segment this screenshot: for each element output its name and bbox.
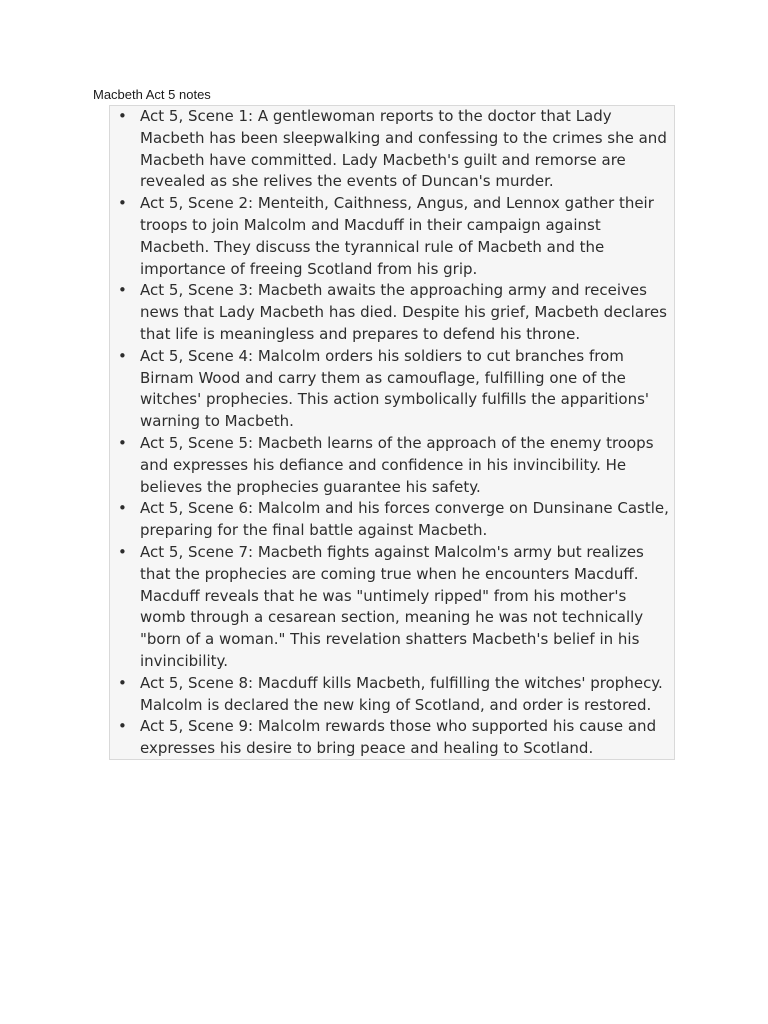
list-item-scene-5 <box>110 433 675 498</box>
note-line: believes the prophecies guarantee his safety. <box>140 477 481 496</box>
note-line: Macbeth have committed. Lady Macbeth's guilt and remorse are <box>140 150 626 169</box>
note-text <box>140 542 675 673</box>
note-line: Macbeth has been sleepwalking and confessing to the crimes she and <box>140 128 667 147</box>
bullet-icon: • <box>118 433 127 452</box>
notes-box <box>109 105 675 760</box>
note-line: Act 5, Scene 3: Macbeth awaits the approaching army and receives <box>140 281 647 300</box>
note-text <box>140 433 675 498</box>
note-line: Act 5, Scene 9: Malcolm rewards those who supported his cause and <box>140 717 657 736</box>
list-item-scene-6 <box>110 498 675 542</box>
note-text <box>140 193 675 280</box>
note-text <box>140 673 675 717</box>
bullet-icon: • <box>118 107 127 125</box>
bullet-icon: • <box>118 281 127 300</box>
bullet-icon: • <box>118 542 127 561</box>
note-line: Act 5, Scene 6: Malcolm and his forces converge on Dunsinane Castle, <box>140 499 669 518</box>
note-line: Macduff reveals that he was "untimely ripped" from his mother's <box>140 586 627 605</box>
note-line: revealed as she relives the events of Duncan's murder. <box>140 172 554 191</box>
bullet-icon: • <box>118 717 127 736</box>
note-line: Birnam Wood and carry them as camouflage, fulfilling one of the <box>140 368 626 387</box>
note-line: troops to join Malcolm and Macduff in their campaign against <box>140 215 601 234</box>
list-item-scene-9 <box>110 716 675 760</box>
note-line: Act 5, Scene 2: Menteith, Caithness, Angus, and Lennox gather their <box>140 194 654 213</box>
note-line: news that Lady Macbeth has died. Despite his grief, Macbeth declares <box>140 303 667 322</box>
note-line: witches' prophecies. This action symbolically fulfills the apparitions' <box>140 390 650 409</box>
document-title: Macbeth Act 5 notes <box>93 87 211 102</box>
note-line: Act 5, Scene 1: A gentlewoman reports to the doctor that Lady <box>140 107 612 125</box>
note-text <box>140 280 675 345</box>
note-line: invincibility. <box>140 651 229 670</box>
note-line: that life is meaningless and prepares to defend his throne. <box>140 324 581 343</box>
bullet-icon: • <box>118 194 127 213</box>
list-item-scene-7 <box>110 542 675 673</box>
notes-list <box>110 106 675 760</box>
note-line: Macbeth. They discuss the tyrannical rule of Macbeth and the <box>140 237 605 256</box>
note-line: warning to Macbeth. <box>140 412 294 431</box>
note-line: Act 5, Scene 8: Macduff kills Macbeth, fulfilling the witches' prophecy. <box>140 673 663 692</box>
note-line: that the prophecies are coming true when he encounters Macduff. <box>140 564 639 583</box>
bullet-icon: • <box>118 673 127 692</box>
list-item-scene-1 <box>110 106 675 193</box>
note-line: womb through a cesarean section, meaning he was not technically <box>140 608 644 627</box>
note-line: importance of freeing Scotland from his grip. <box>140 259 478 278</box>
note-line: Act 5, Scene 4: Malcolm orders his soldiers to cut branches from <box>140 346 624 365</box>
note-line: Malcolm is declared the new king of Scotland, and order is restored. <box>140 695 652 714</box>
note-line: expresses his desire to bring peace and healing to Scotland. <box>140 739 594 758</box>
list-item-scene-3 <box>110 280 675 345</box>
bullet-icon: • <box>118 499 127 518</box>
note-text <box>140 716 675 760</box>
note-text <box>140 346 675 433</box>
note-line: preparing for the final battle against Macbeth. <box>140 521 488 540</box>
note-line: "born of a woman." This revelation shatters Macbeth's belief in his <box>140 630 640 649</box>
bullet-icon: • <box>118 346 127 365</box>
list-item-scene-8 <box>110 673 675 717</box>
note-text <box>140 106 675 193</box>
note-line: Act 5, Scene 7: Macbeth fights against Malcolm's army but realizes <box>140 542 644 561</box>
note-line: and expresses his defiance and confidence in his invincibility. He <box>140 455 627 474</box>
list-item-scene-4 <box>110 346 675 433</box>
list-item-scene-2 <box>110 193 675 280</box>
note-line: Act 5, Scene 5: Macbeth learns of the approach of the enemy troops <box>140 433 654 452</box>
note-text <box>140 498 675 542</box>
